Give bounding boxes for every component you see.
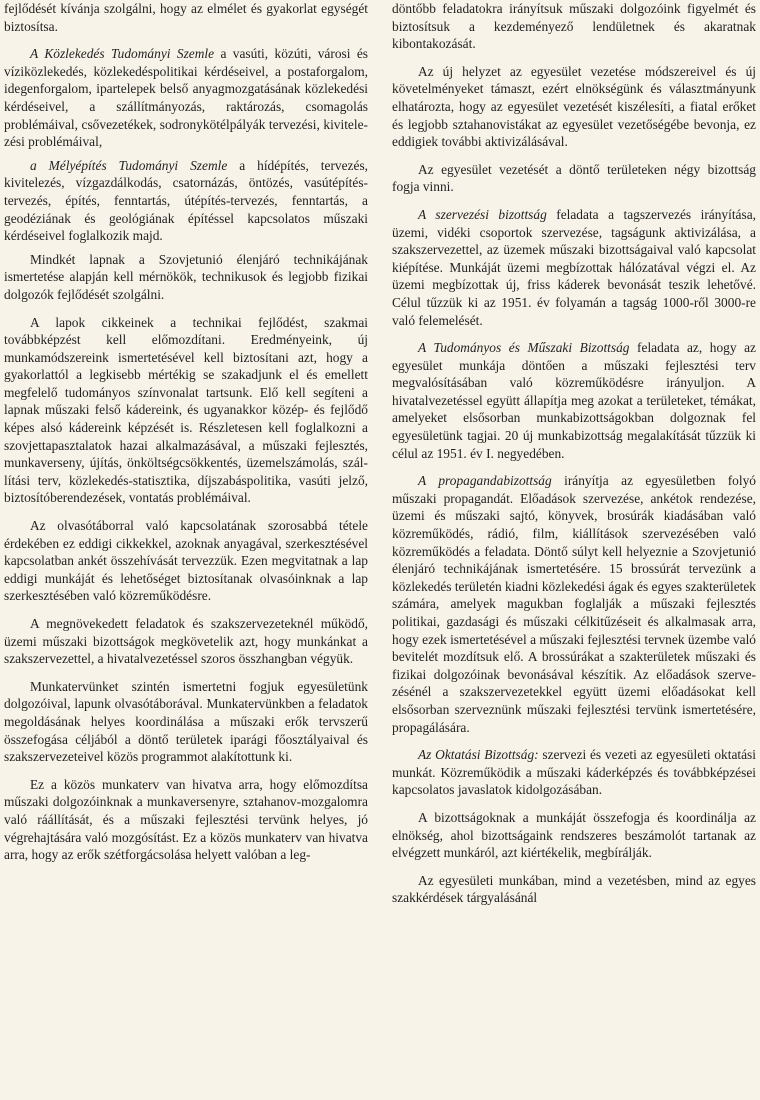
- paragraph-text: a vasúti, közúti, városi és víziközlekedés, közlekedéspolitikai kérdéseivel, a postaforgalom, idegenforgalom, ipartelepek belső anyagmozgatásának közlekedési kérdéseivel, a szállítmányozás, raktározás, csomagolás problémáival, csővezetékek, sodronykötélpályák tervezési, kivitelezési problémáival,: [4, 46, 368, 150]
- right-column: [392, 0, 756, 917]
- paragraph-r2: [392, 161, 756, 196]
- paragraph-r7: [392, 809, 756, 862]
- paragraph-text: irányítja az egyesületben folyó műszaki propagandát. Előadások szervezése, ankétok rendezése, üzemi és műszaki sajtó, könyvek, brosúrák kiadásában való közreműködés, rádió, film, kiállítások szervezésében való közreműködés a feladata. Döntő súlyt kell helyeznie a Szovjetunió élenjáró technikájának ismertetésére. 15 brossúrát tervezünk a közlekedés területén kiadni közlekedési ágak és egyes szakterületek számára, amelyek magukban foglalják a műszaki fejlesztés politikai, gazdasági és műszaki célkitűzéseit és alkalmasak arra, hogy ezek ismertetésével a műszaki fejlesztési tervnek üzembe való bevitelét mozdítsuk elő. A brossúrákat a szakterületek műszaki és fizikai dolgozóinak bevonásával készítik. Az előadások szervezésénél a szakszervezetekkel együtt üzemi előadásokat kell elsősorban szerveznünk műszaki fejlesztési tervünk ismertetésére, propagálására.: [392, 473, 756, 735]
- paragraph-lead: A szervezési bizottság: [418, 206, 547, 222]
- paragraph-text: Az egyesületi munkában, mind a vezetésben, mind az egyes szakkérdések tárgyalásánál: [392, 872, 756, 906]
- paragraph-l3: [4, 251, 368, 304]
- paragraph-lead: a Mélyépítés Tudományi Szemle: [30, 157, 228, 173]
- paragraph-r5: [392, 472, 756, 736]
- paragraph-text: A megnövekedett feladatok és szakszervezeteknél működő, üzemi műszaki bizottságok megkövetelik azt, hogy munkánkat a szakszervezettel, a hivatalvezetéssel szoros összhangban végyük.: [4, 616, 368, 667]
- paragraph-text: döntőbb feladatokra irányítsuk műszaki dolgozóink figyelmét és biztosítsuk a kezdeményező lendületnek és akaratnak kibontakozását.: [392, 1, 756, 52]
- paragraph-l2: [4, 157, 368, 245]
- paragraph-text: Mindkét lapnak a Szovjetunió élenjáró technikájának ismertetése alapján kell mérnökök, technikusok és legjobb fizikai dolgozók fejlődését szolgálni.: [4, 251, 368, 302]
- paragraph-text: a hídépítés, tervezés, kivitelezés, vízgazdálkodás, csatornázás, öntözés, vasútépítés-tervezés, építés, fenntartás, útépítés-tervezés, fenntartás, a geodéziának és geológiának építéssel kapcsolatos műszaki kérdéseivel foglalkozik majd.: [4, 157, 369, 244]
- paragraph-text: A lapok cikkeinek a technikai fejlődést, szakmai továbbképzést kell előmozdítani. Eredményeink, új munkamódszereink ismertetésével kell biztosítani azt, hogy a gyakorlattól a legkisebb mértékig se szakadjunk el és emellett megfelelő tudományos színvonalat tartsunk. Elő kell segíteni a lapnak műszaki felső kádereink, és ugyanakkor közép- és fejlődő képes alsó kádereink képzését is. Részletesen kell foglalkozni a szovjettapasztalatok hazai alkalmazásával, a műszaki fejlesztés, munkaverseny, újítás, önköltségcsökkentés, üzemelszámolás, szállítási terv, közlekedés-statisztika, díjszabáspolitika, vasúti jelző, biztosítóberendezések, vontatás problémáival.: [4, 314, 368, 506]
- paragraph-l4: [4, 314, 368, 508]
- left-column: [4, 0, 368, 874]
- paragraph-text: A bizottságoknak a munkáját összefogja és koordinálja az elnökség, ahol bizottságaink rendszeres beszámolót tartanak az elvégzett munkáról, azt kiértékelik, megbírálják.: [392, 809, 756, 861]
- paragraph-lead: A Tudományos és Műszaki Bizottság: [418, 340, 630, 356]
- paragraph-l1: [4, 45, 368, 151]
- paragraph-text: Munkatervünket szintén ismertetni fogjuk egyesületünk dolgozóival, lapunk olvasótáborával. Munkatervünkben a feladatok megoldásának helyes koordinálása a műszaki erők tervszerű összefogása céljából a döntő területek iparági főosztályaival és szakszervezeteivel közös programmot alakítottunk ki.: [4, 678, 368, 765]
- paragraph-r4: [392, 339, 756, 462]
- paragraph-r6: [392, 746, 756, 799]
- paragraph-r3: [392, 206, 756, 329]
- paragraph-l0: [4, 0, 368, 35]
- paragraph-text: Az olvasótáborral való kapcsolatának szorosabbá tétele érdekében ez eddigi cikkekkel, azoknak anyagával, szerkesztésével kapcsolatban ankét összehívását tervezzük. Ezen megvitatnak a lap eddigi munkáját és lehetőséget biztosítanak olvasóinknak a lap szerkesztésében való közreműködésre.: [4, 518, 368, 604]
- paragraph-text: szervezi és vezeti az egyesületi oktatási munkát. Közreműködik a műszaki káderképzés és továbbképzései kapcsolatos javaslatok kidolgozásában.: [392, 747, 756, 798]
- paragraph-l7: [4, 678, 368, 766]
- paragraph-text: feladata az, hogy az egyesület munkája döntően a műszaki fejlesztési terv megvalósításában való közreműködésre irányuljon. A hivatalvezetéssel együtt állapítja meg azokat a területeket, témákat, amelyeket elsősorban munkabizottságokban dolgoznak fel egyesületünk tagjai. 20 új munkabizottság megalakítását tűzzük ki célul az 1951. év I. negyedében.: [392, 340, 756, 461]
- paragraph-lead: A Közlekedés Tudományi Szemle: [30, 46, 215, 62]
- paragraph-text: Ez a közös munkaterv van hivatva arra, hogy előmozdítsa műszaki dolgozóinknak a munkaversenyre, sztahanov-mozgalomra való ráállítását, és a műszaki fejlesztési tervünk helyes, jó végrehajtására való mozgósítást. Ez a közös munkaterv van hivatva arra, hogy az erők szétforgácsolása helyett valóban a leg-: [4, 776, 368, 863]
- paragraph-r8: [392, 872, 756, 907]
- paragraph-text: fejlődését kívánja szolgálni, hogy az elmélet és gyakorlat egységét biztosítsa.: [4, 1, 368, 34]
- paragraph-l8: [4, 776, 368, 864]
- paragraph-r0: [392, 0, 756, 53]
- paragraph-lead: Az Oktatási Bizottság:: [418, 747, 539, 763]
- paragraph-l6: [4, 615, 368, 668]
- paragraph-text: Az új helyzet az egyesület vezetése módszereivel és új követelményeket támaszt, ezért elnökségünk és választmányunk elhatározta, hogy az egyesület vezetését kiszélesíti, a fiatal erőket és legjobb sztahanovistákat az egyesület vezetőségébe bevonja, ez eddigiek további aktivizálásával.: [392, 63, 756, 150]
- paragraph-l5: [4, 517, 368, 605]
- paragraph-r1: [392, 63, 756, 151]
- paragraph-text: feladata a tagszervezés irányítása, üzemi, vidéki csoportok szervezése, tagságunk aktivizálása, a szakszervezettel, az üzemek műszaki bizottságaival való kapcsolat kiépítése. Munkáját üzemi megbízottak hálózatával végzi el. Az üzemi megbízottak új, friss káderek bevonását teszik lehetővé. Célul tűzzük ki az 1951. év folyamán a tagság 1000-ről 3000-re való felemelését.: [392, 206, 756, 328]
- paragraph-text: Az egyesület vezetését a döntő területeken négy bizottság fogja vinni.: [392, 161, 756, 195]
- paragraph-lead: A propagandabizottság: [418, 473, 552, 489]
